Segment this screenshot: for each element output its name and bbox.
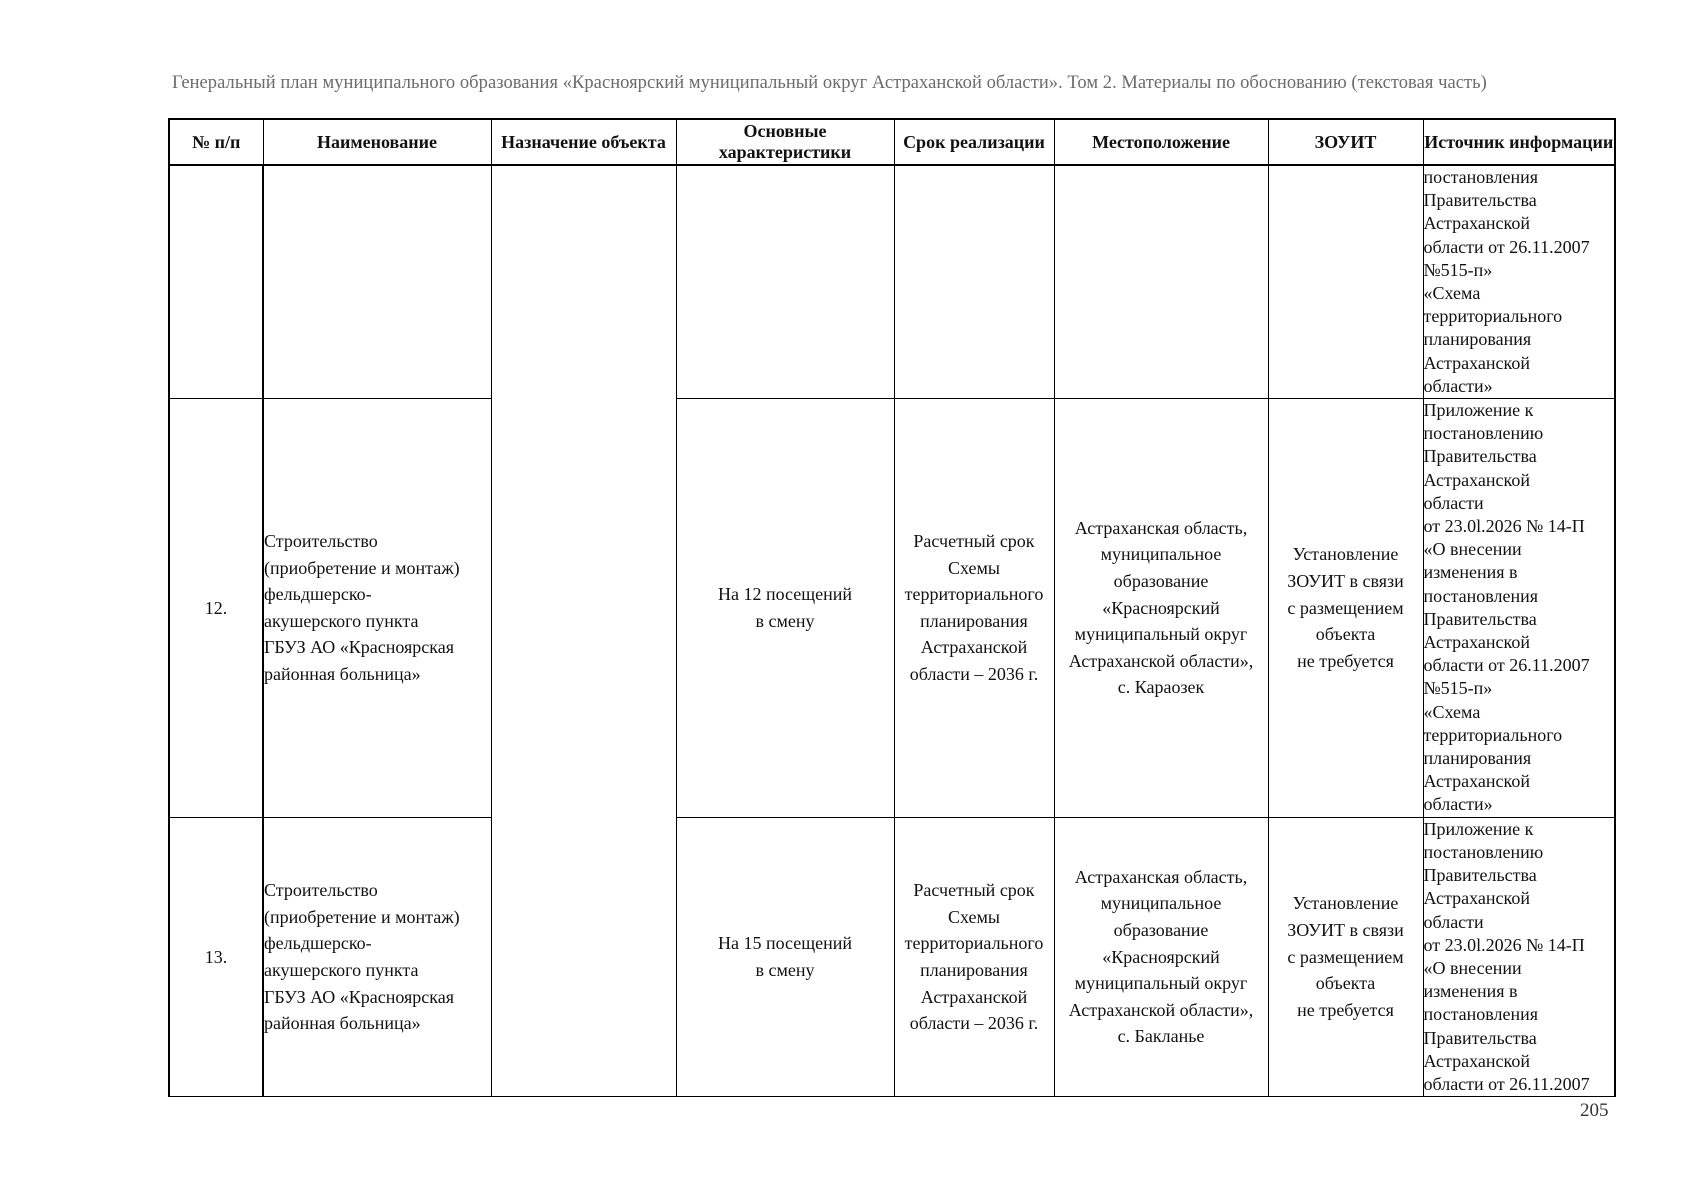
cell-text-line: Приложение к <box>1423 818 1534 839</box>
cell-text-line: Строительство <box>264 531 378 552</box>
cell-text-line: Установление <box>1292 893 1399 914</box>
cell-text-line: постановлению <box>1423 841 1544 862</box>
cell-text-line: (приобретение и монтаж) <box>264 557 460 578</box>
cell-text-line: с. Бакланье <box>1117 1026 1205 1047</box>
cell-text-line: «Схема <box>1423 283 1481 304</box>
cell-location <box>1054 817 1268 1096</box>
cell-text-line: постановления <box>1423 585 1539 606</box>
cell-text-line: области от 26.11.2007 <box>1423 655 1590 676</box>
cell-text-line: Установление <box>1292 544 1399 565</box>
cell-text-line: постановления <box>1423 1004 1539 1025</box>
cell-text-line: На 15 посещений <box>717 933 852 954</box>
cell-text-line: ЗОУИТ в связи <box>1287 570 1404 591</box>
column-header-name: Наименование <box>263 119 491 165</box>
cell-text-line: области – 2036 г. <box>909 664 1039 685</box>
cell-text-line: Астраханской <box>1423 1050 1530 1071</box>
cell-text-line: изменения в <box>1423 562 1518 583</box>
cell-text-line: в смену <box>755 959 815 980</box>
cell-text-line: области от 26.11.2007 <box>1423 236 1590 257</box>
cell-location <box>1054 399 1268 818</box>
cell-text-line: (приобретение и монтаж) <box>264 906 460 927</box>
cell-text-line: №515-п» <box>1423 259 1493 280</box>
cell-text-line: в смену <box>755 610 815 631</box>
cell-text-line: муниципальный округ <box>1074 973 1248 994</box>
cell-text-line: акушерского пункта <box>264 959 419 980</box>
cell-text-line: объекта <box>1315 624 1376 645</box>
cell-text-line: ГБУЗ АО «Красноярская <box>264 986 455 1007</box>
cell-text-line: области» <box>1423 375 1493 396</box>
cell-characteristics <box>676 399 894 818</box>
cell-text-line: планирования <box>920 959 1028 980</box>
cell-purpose-merged <box>491 165 676 1097</box>
table-header-row <box>169 119 1615 165</box>
running-header: Генеральный план муниципального образования «Красноярский муниципальный округ Астраханской области». Том 2. Материалы по обоснованию (текстовая часть) <box>172 73 1487 93</box>
cell-text-line: постановлению <box>1423 423 1544 444</box>
cell-text-line: №515-п» <box>1423 678 1493 699</box>
cell-text-line: Правительства <box>1423 608 1537 629</box>
cell-source <box>1423 817 1615 1096</box>
cell-text-line: Астраханской <box>920 637 1028 658</box>
cell-text-line: Строительство <box>264 880 378 901</box>
cell-text-line: Расчетный срок <box>913 880 1035 901</box>
cell-text-line: ЗОУИТ в связи <box>1287 920 1404 941</box>
cell-text-line: Астраханская область, <box>1074 866 1248 887</box>
cell-text-line: объекта <box>1315 973 1376 994</box>
cell-text-line: планирования <box>1423 748 1532 769</box>
cell-text-line: «Красноярский <box>1102 946 1220 967</box>
cell-text-line: Астраханской <box>1423 888 1530 909</box>
cell-text-line: Правительства <box>1423 865 1537 886</box>
table-row <box>169 817 1615 1096</box>
cell-text-line: Астраханской <box>1423 352 1530 373</box>
cell-location <box>1054 165 1268 399</box>
column-header-zouit: ЗОУИТ <box>1268 119 1423 165</box>
cell-text-line: фельдшерско- <box>264 933 372 954</box>
cell-text-line: Астраханской <box>920 986 1028 1007</box>
cell-term <box>894 165 1054 399</box>
cell-characteristics <box>676 165 894 399</box>
objects-table <box>168 118 1616 1097</box>
cell-text-line: «Схема <box>1423 701 1481 722</box>
cell-text-line: от 23.0l.2026 № 14-П <box>1423 516 1585 537</box>
cell-text-line: ГБУЗ АО «Красноярская <box>264 637 455 658</box>
column-header-location: Местоположение <box>1054 119 1268 165</box>
table-row-continued <box>169 165 1615 399</box>
cell-term <box>894 817 1054 1096</box>
cell-text-line: Астраханской области», <box>1068 999 1254 1020</box>
cell-name <box>263 165 491 399</box>
cell-text-line: образование <box>1113 920 1209 941</box>
cell-text-line: области от 26.11.2007 <box>1423 1073 1590 1094</box>
cell-text-line: Астраханская область, <box>1074 517 1248 538</box>
cell-text-line: «О внесении <box>1423 957 1522 978</box>
cell-number: 12. <box>169 399 263 818</box>
cell-text-line: Правительства <box>1423 446 1537 467</box>
cell-text-line: Правительства <box>1423 1027 1537 1048</box>
cell-source <box>1423 165 1615 399</box>
table-row <box>169 399 1615 818</box>
cell-text-line: муниципальный округ <box>1074 624 1248 645</box>
cell-text-line: муниципальное <box>1100 544 1222 565</box>
cell-text-line: территориального <box>904 933 1044 954</box>
column-header-term: Срок реализации <box>894 119 1054 165</box>
cell-text-line: Астраханской <box>1423 213 1530 234</box>
cell-term <box>894 399 1054 818</box>
cell-text-line: изменения в <box>1423 981 1518 1002</box>
cell-text-line: районная больница» <box>264 664 421 685</box>
cell-text-line: Астраханской области», <box>1068 650 1254 671</box>
cell-text-line: области» <box>1423 794 1493 815</box>
cell-source <box>1423 399 1615 818</box>
cell-text-line: муниципальное <box>1100 893 1222 914</box>
cell-text-line: Астраханской <box>1423 771 1530 792</box>
cell-text-line: с. Караозек <box>1117 677 1205 698</box>
cell-number <box>169 165 263 399</box>
cell-text-line: На 12 посещений <box>717 584 852 605</box>
cell-text-line: территориального <box>1423 724 1563 745</box>
cell-text-line: планирования <box>1423 329 1532 350</box>
cell-text-line: от 23.0l.2026 № 14-П <box>1423 934 1585 955</box>
cell-text-line: не требуется <box>1297 650 1394 671</box>
cell-text-line: планирования <box>920 610 1028 631</box>
cell-text-line: области – 2036 г. <box>909 1013 1039 1034</box>
cell-text-line: фельдшерско- <box>264 584 372 605</box>
cell-text-line: Астраханской <box>1423 632 1530 653</box>
cell-name <box>263 817 491 1096</box>
cell-text-line: Схемы <box>947 906 1001 927</box>
column-header-characteristics: Основные характеристики <box>676 119 894 165</box>
cell-text-line: «Красноярский <box>1102 597 1220 618</box>
cell-text-line: районная больница» <box>264 1013 421 1034</box>
cell-text-line: Расчетный срок <box>913 531 1035 552</box>
cell-text-line: Схемы <box>947 557 1001 578</box>
cell-text-line: территориального <box>904 584 1044 605</box>
cell-zouit <box>1268 165 1423 399</box>
cell-text-line: Приложение к <box>1423 400 1534 421</box>
cell-name <box>263 399 491 818</box>
objects-table-container <box>168 118 1614 1094</box>
cell-text-line: с размещением <box>1287 597 1404 618</box>
cell-zouit <box>1268 817 1423 1096</box>
cell-text-line: акушерского пункта <box>264 610 419 631</box>
cell-text-line: области <box>1423 911 1484 932</box>
column-header-source: Источник информации <box>1423 119 1615 165</box>
cell-characteristics <box>676 817 894 1096</box>
cell-text-line: Астраханской <box>1423 469 1530 490</box>
cell-zouit <box>1268 399 1423 818</box>
cell-text-line: с размещением <box>1287 946 1404 967</box>
cell-text-line: территориального <box>1423 306 1563 327</box>
cell-number: 13. <box>169 817 263 1096</box>
column-header-number: № п/п <box>169 119 263 165</box>
cell-text-line: Правительства <box>1423 190 1537 211</box>
cell-text-line: «О внесении <box>1423 539 1522 560</box>
column-header-purpose: Назначение объекта <box>491 119 676 165</box>
cell-text-line: области <box>1423 492 1484 513</box>
cell-text-line: постановления <box>1423 167 1539 187</box>
cell-text-line: образование <box>1113 570 1209 591</box>
cell-text-line: не требуется <box>1297 999 1394 1020</box>
page-number: 205 <box>1580 1100 1609 1121</box>
